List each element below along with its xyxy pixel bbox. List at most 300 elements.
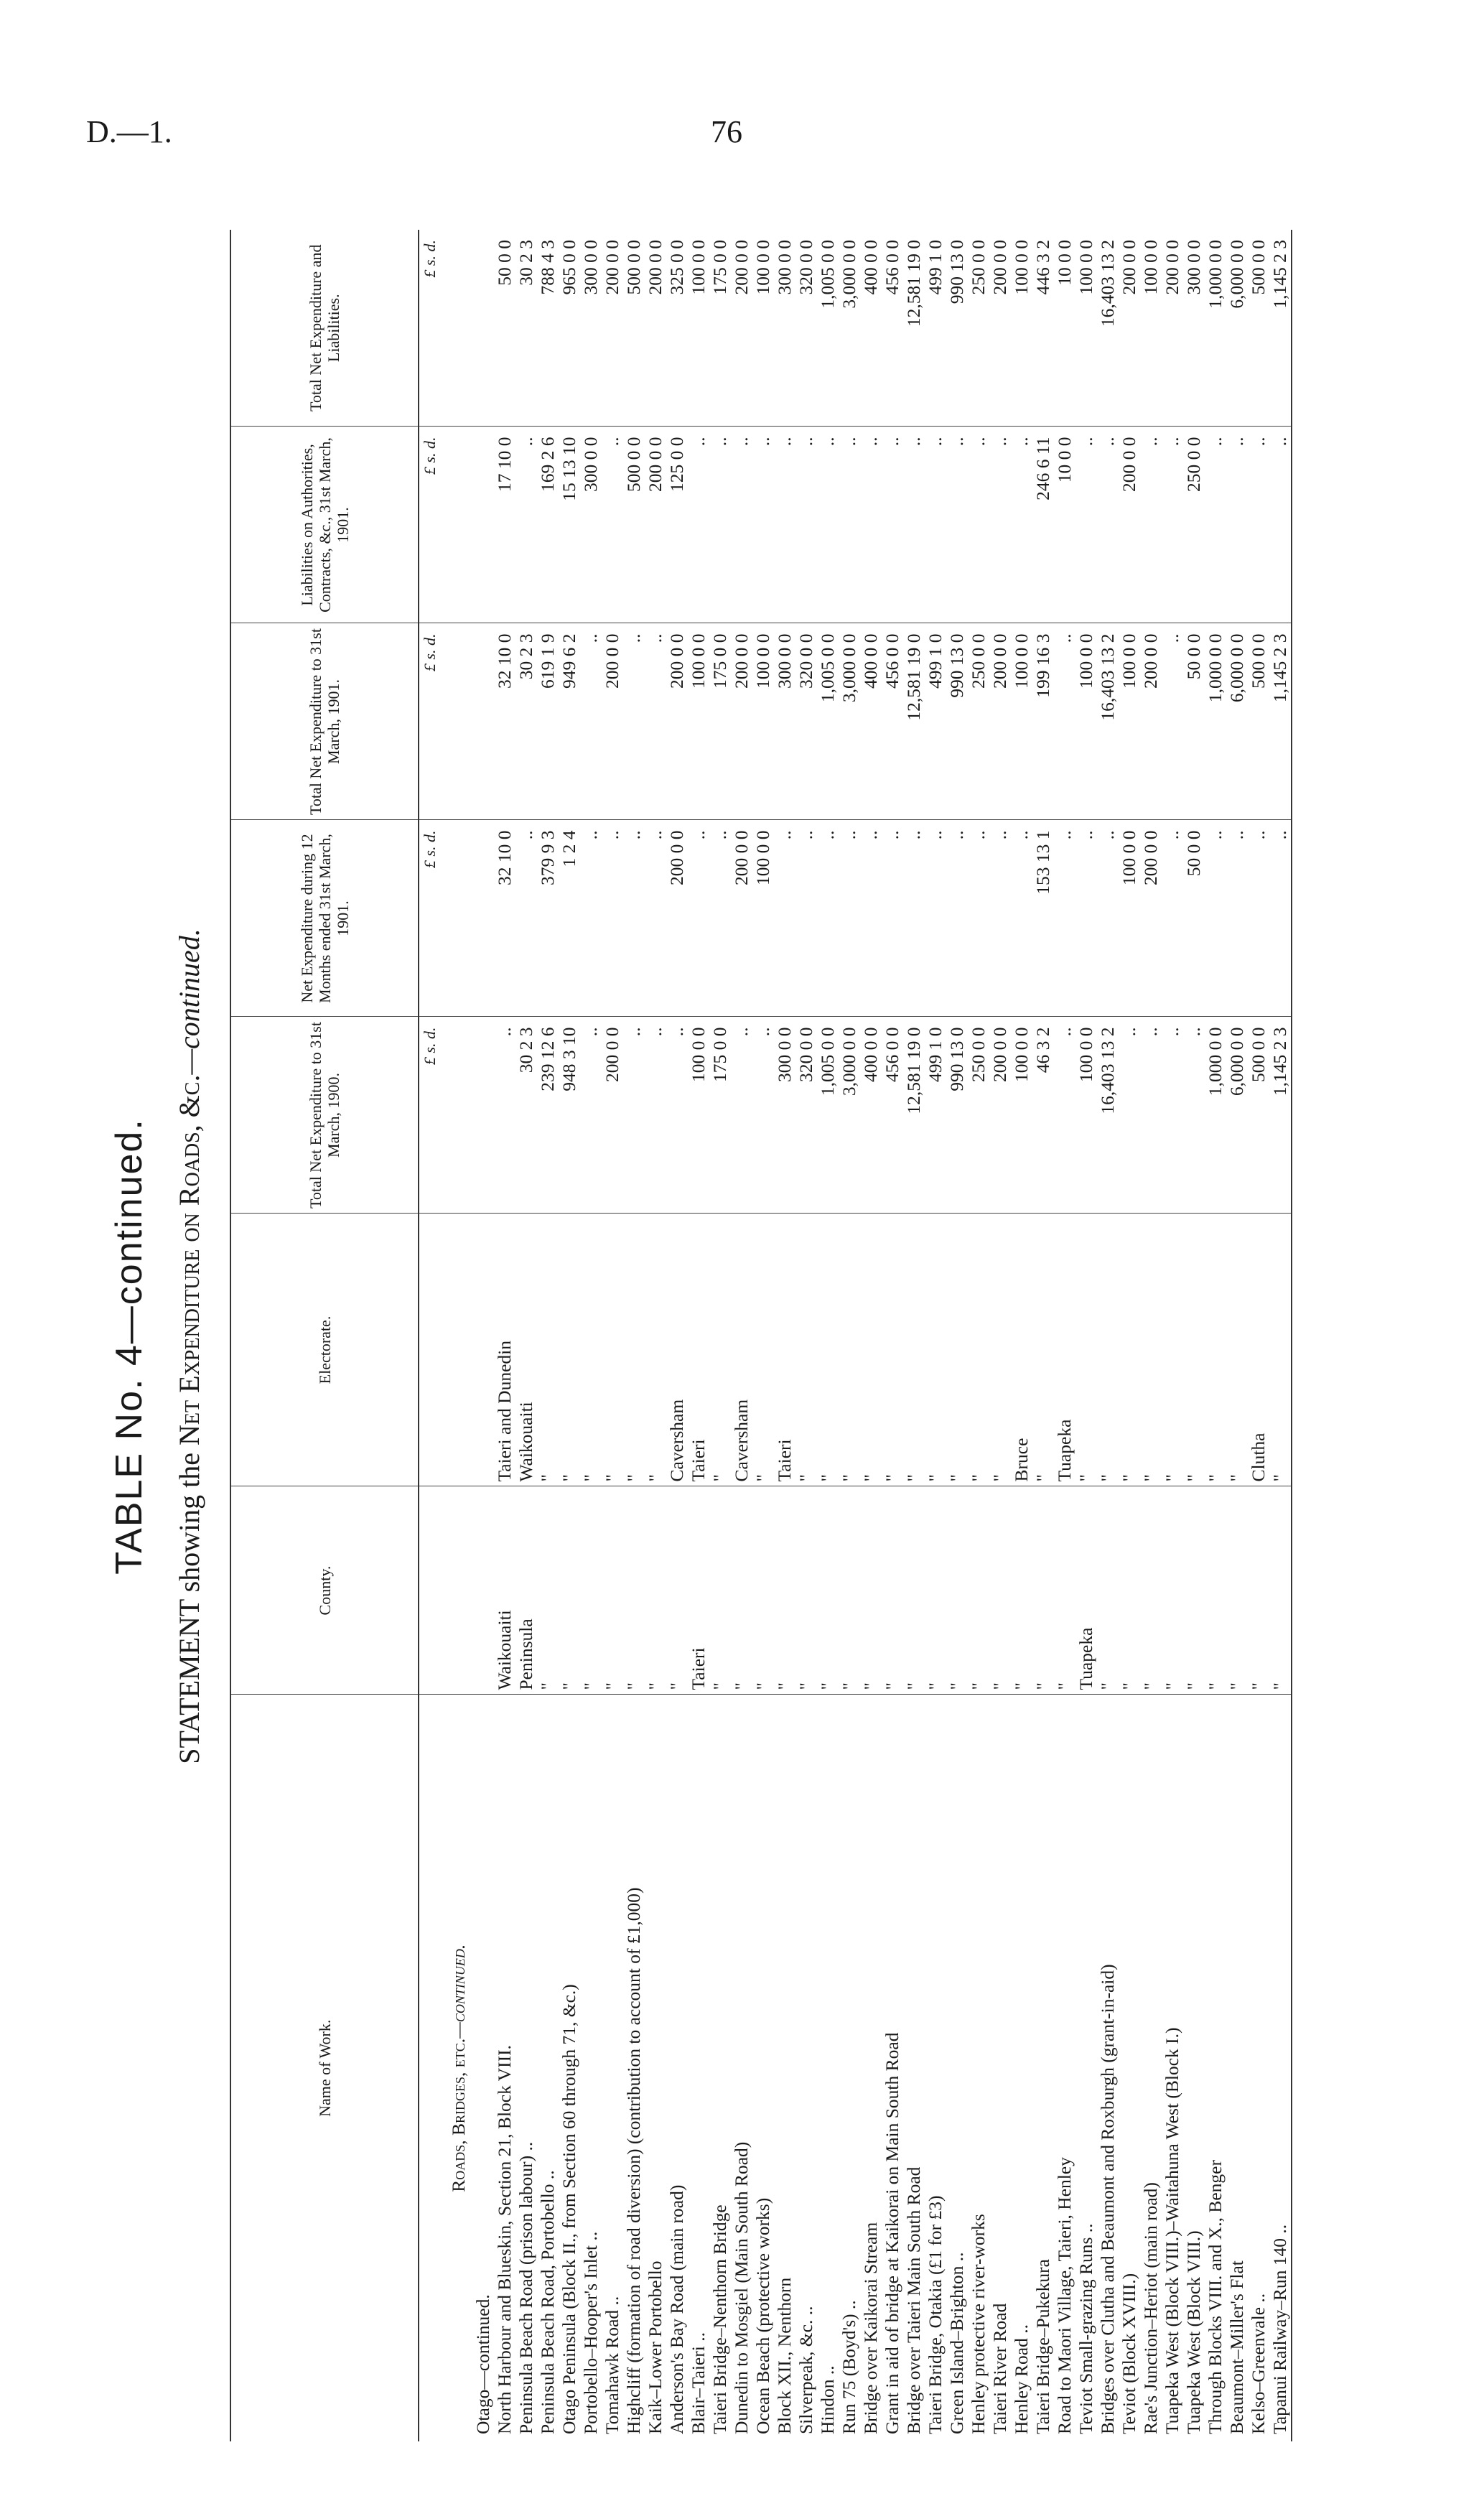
work-name-cell: Tapanui Railway–Run 140 ..: [1269, 1695, 1292, 2441]
work-name-cell: Peninsula Beach Road (prison labour) ..: [515, 2141, 536, 2434]
table-row: [817, 230, 839, 2441]
county-cell: ": [1054, 1486, 1075, 1695]
total-1901-cell: 3,000 0 0: [839, 623, 860, 820]
table-row: [623, 230, 645, 2441]
col-header-county: County.: [230, 1486, 419, 1695]
electorate-cell: ": [817, 1214, 839, 1486]
total-1900-cell: 500 0 0: [1248, 1017, 1269, 1214]
total-1901-cell: 456 0 0: [882, 623, 903, 820]
net-1901-cell: 50 0 0: [1183, 820, 1205, 1017]
work-name-cell: Tuapeka West (Block VIII.): [1183, 2230, 1204, 2434]
electorate-cell: ": [1226, 1214, 1248, 1486]
total-liabilities-cell: 100 0 0: [1075, 230, 1097, 427]
total-1901-cell: 500 0 0: [1248, 623, 1269, 820]
electorate-cell: ": [925, 1214, 946, 1486]
total-1900-cell: 1,145 2 3: [1269, 1017, 1292, 1214]
table-row: [515, 230, 537, 2441]
table-row: [903, 230, 925, 2441]
work-name-cell: Green Island–Brighton ..: [946, 2252, 967, 2434]
work-name-cell: Taieri Bridge, Otakia (£1 for £3): [925, 2195, 946, 2434]
electorate-cell: ": [645, 1214, 666, 1486]
total-1900-cell: 200 0 0: [989, 1017, 1011, 1214]
net-1901-cell: ..: [774, 820, 795, 1017]
total-1901-cell: 1,145 2 3: [1269, 623, 1292, 820]
table-row: [1032, 230, 1054, 2441]
total-1900-cell: ..: [1183, 1017, 1205, 1214]
liabilities-cell: ..: [515, 427, 537, 623]
liabilities-cell: ..: [1269, 427, 1292, 623]
net-1901-cell: ..: [515, 820, 537, 1017]
total-liabilities-cell: 990 13 0: [946, 230, 968, 427]
electorate-cell: Tuapeka: [1054, 1214, 1075, 1486]
section-title: [448, 1695, 472, 2441]
total-liabilities-cell: 200 0 0: [645, 230, 666, 427]
total-1900-cell: 400 0 0: [860, 1017, 882, 1214]
total-liabilities-cell: 200 0 0: [602, 230, 623, 427]
work-name-cell: Rae's Junction–Heriot (main road): [1140, 2182, 1161, 2434]
electorate-cell: ": [537, 1214, 559, 1486]
electorate-cell: ": [903, 1214, 925, 1486]
total-liabilities-cell: 200 0 0: [989, 230, 1011, 427]
work-name-cell: Block XII., Nenthorn: [774, 2277, 795, 2434]
net-1901-cell: ..: [925, 820, 946, 1017]
total-liabilities-cell: 50 0 0: [494, 230, 515, 427]
county-cell: ": [709, 1486, 731, 1695]
table-row: [602, 230, 623, 2441]
electorate-cell: ": [623, 1214, 645, 1486]
total-1901-cell: 300 0 0: [774, 623, 795, 820]
unit-label: £ s. d.: [419, 1017, 448, 1214]
total-1901-cell: ..: [1162, 623, 1183, 820]
table-row: [839, 230, 860, 2441]
net-1901-cell: 1 2 4: [559, 820, 580, 1017]
electorate-cell: [472, 1214, 494, 1486]
total-1901-cell: 50 0 0: [1183, 623, 1205, 820]
work-name-cell: Bridges over Clutha and Beaumont and Roxburgh (grant-in-aid): [1097, 1964, 1118, 2434]
electorate-cell: Taieri and Dunedin: [494, 1214, 515, 1486]
table-row: [580, 230, 602, 2441]
electorate-cell: ": [1075, 1214, 1097, 1486]
table-row: [666, 230, 688, 2441]
net-1901-cell: ..: [1248, 820, 1269, 1017]
total-1901-cell: 1,005 0 0: [817, 623, 839, 820]
work-name-cell: Teviot (Block XVIII.): [1119, 2273, 1139, 2434]
table-row: [968, 230, 989, 2441]
total-1901-cell: 499 1 0: [925, 623, 946, 820]
electorate-cell: ": [1097, 1214, 1119, 1486]
county-cell: ": [623, 1486, 645, 1695]
unit-label: £ s. d.: [419, 427, 448, 623]
liabilities-cell: 500 0 0: [623, 427, 645, 623]
total-liabilities-cell: 400 0 0: [860, 230, 882, 427]
table-row: [494, 230, 515, 2441]
liabilities-cell: 125 0 0: [666, 427, 688, 623]
work-name-cell: Anderson's Bay Road (main road): [666, 2184, 687, 2434]
net-1901-cell: 200 0 0: [1140, 820, 1162, 1017]
county-cell: ": [1119, 1486, 1140, 1695]
county-cell: ": [1269, 1486, 1292, 1695]
net-1901-cell: 379 9 3: [537, 820, 559, 1017]
work-name-cell: Dunedin to Mosgiel (Main South Road): [731, 2141, 752, 2434]
electorate-cell: ": [795, 1214, 817, 1486]
liabilities-cell: ..: [968, 427, 989, 623]
net-1901-cell: ..: [645, 820, 666, 1017]
county-cell: ": [1205, 1486, 1226, 1695]
total-1901-cell: 32 10 0: [494, 623, 515, 820]
total-1900-cell: 12,581 19 0: [903, 1017, 925, 1214]
liabilities-cell: ..: [1097, 427, 1119, 623]
net-1901-cell: 100 0 0: [1119, 820, 1140, 1017]
liabilities-cell: ..: [1226, 427, 1248, 623]
electorate-cell: Caversham: [666, 1214, 688, 1486]
total-liabilities-cell: 446 3 2: [1032, 230, 1054, 427]
liabilities-cell: ..: [1011, 427, 1032, 623]
liabilities-cell: ..: [817, 427, 839, 623]
county-cell: ": [580, 1486, 602, 1695]
total-1900-cell: ..: [623, 1017, 645, 1214]
total-liabilities-cell: 175 0 0: [709, 230, 731, 427]
total-1901-cell: 175 0 0: [709, 623, 731, 820]
units-row: [419, 230, 448, 2441]
county-cell: Tuapeka: [1075, 1486, 1097, 1695]
col-header-total-1901: Total Net Expenditure to 31st March, 1901.: [230, 623, 419, 820]
county-cell: ": [559, 1486, 580, 1695]
net-1901-cell: ..: [688, 820, 709, 1017]
county-cell: ": [1183, 1486, 1205, 1695]
liabilities-cell: ..: [709, 427, 731, 623]
total-1900-cell: 320 0 0: [795, 1017, 817, 1214]
total-1900-cell: [472, 1017, 494, 1214]
total-liabilities-cell: [472, 230, 494, 427]
total-1901-cell: 16,403 13 2: [1097, 623, 1119, 820]
table-row: [1140, 230, 1162, 2441]
total-liabilities-cell: 1,145 2 3: [1269, 230, 1292, 427]
electorate-cell: Caversham: [731, 1214, 752, 1486]
liabilities-cell: 10 0 0: [1054, 427, 1075, 623]
page-number: 76: [711, 114, 742, 149]
county-cell: ": [946, 1486, 968, 1695]
total-liabilities-cell: 12,581 19 0: [903, 230, 925, 427]
county-cell: ": [602, 1486, 623, 1695]
electorate-cell: Clutha: [1248, 1214, 1269, 1486]
liabilities-cell: ..: [731, 427, 752, 623]
liabilities-cell: ..: [989, 427, 1011, 623]
work-name-cell: Through Blocks VIII. and X., Benger: [1205, 2160, 1226, 2434]
electorate-cell: ": [1183, 1214, 1205, 1486]
work-name-cell: Silverpeak, &c. ..: [795, 2306, 816, 2434]
electorate-cell: ": [1119, 1214, 1140, 1486]
county-cell: ": [882, 1486, 903, 1695]
total-liabilities-cell: 788 4 3: [537, 230, 559, 427]
col-header-name: Name of Work.: [230, 1695, 419, 2441]
county-cell: ": [968, 1486, 989, 1695]
total-1901-cell: 30 2 3: [515, 623, 537, 820]
section-row: [448, 230, 472, 2441]
document-code: D.—1.: [86, 114, 172, 149]
total-1900-cell: ..: [1119, 1017, 1140, 1214]
work-name-cell: Taieri Bridge–Pukekura: [1032, 2259, 1053, 2434]
total-1900-cell: 46 3 2: [1032, 1017, 1054, 1214]
county-cell: ": [666, 1486, 688, 1695]
net-1901-cell: ..: [709, 820, 731, 1017]
work-name-cell: Beaumont–Miller's Flat: [1226, 2260, 1247, 2434]
total-liabilities-cell: 300 0 0: [580, 230, 602, 427]
net-1901-cell: ..: [839, 820, 860, 1017]
net-1901-cell: 200 0 0: [731, 820, 752, 1017]
liabilities-cell: 169 2 6: [537, 427, 559, 623]
net-1901-cell: ..: [968, 820, 989, 1017]
table-row: [1248, 230, 1269, 2441]
total-liabilities-cell: 200 0 0: [731, 230, 752, 427]
electorate-cell: ": [882, 1214, 903, 1486]
total-1901-cell: 100 0 0: [752, 623, 774, 820]
electorate-cell: ": [1140, 1214, 1162, 1486]
table-row: [1226, 230, 1248, 2441]
total-1900-cell: ..: [1162, 1017, 1183, 1214]
total-1900-cell: 250 0 0: [968, 1017, 989, 1214]
liabilities-cell: ..: [752, 427, 774, 623]
county-cell: ": [645, 1486, 666, 1695]
subtitle-continued: —continued.: [173, 928, 205, 1075]
electorate-cell: ": [709, 1214, 731, 1486]
total-liabilities-cell: 300 0 0: [774, 230, 795, 427]
work-name-cell: Blair–Taieri ..: [688, 2332, 709, 2434]
unit-label: £ s. d.: [419, 820, 448, 1017]
work-name-cell: Otago Peninsula (Block II., from Section 60 through 71, &c.): [559, 1984, 579, 2434]
electorate-cell: ": [580, 1214, 602, 1486]
total-1900-cell: 100 0 0: [688, 1017, 709, 1214]
total-liabilities-cell: 500 0 0: [623, 230, 645, 427]
electorate-cell: ": [559, 1214, 580, 1486]
work-name-cell: Road to Maori Village, Taieri, Henley: [1054, 2157, 1075, 2434]
net-1901-cell: ..: [1162, 820, 1183, 1017]
total-1901-cell: 250 0 0: [968, 623, 989, 820]
net-1901-cell: ..: [882, 820, 903, 1017]
total-1901-cell: 200 0 0: [731, 623, 752, 820]
total-1900-cell: 456 0 0: [882, 1017, 903, 1214]
liabilities-cell: 300 0 0: [580, 427, 602, 623]
total-1900-cell: 100 0 0: [1075, 1017, 1097, 1214]
total-1900-cell: ..: [1054, 1017, 1075, 1214]
total-liabilities-cell: 30 2 3: [515, 230, 537, 427]
total-1901-cell: 12,581 19 0: [903, 623, 925, 820]
table-row: [1205, 230, 1226, 2441]
table-row: [559, 230, 580, 2441]
electorate-cell: ": [752, 1214, 774, 1486]
county-cell: ": [817, 1486, 839, 1695]
county-cell: ": [860, 1486, 882, 1695]
total-liabilities-cell: 200 0 0: [1119, 230, 1140, 427]
total-1901-cell: [472, 623, 494, 820]
county-cell: ": [1011, 1486, 1032, 1695]
col-header-net-1901: Net Expenditure during 12 Months ended 31st March, 1901.: [230, 820, 419, 1017]
county-cell: ": [989, 1486, 1011, 1695]
table-row: [946, 230, 968, 2441]
net-1901-cell: ..: [989, 820, 1011, 1017]
work-name-cell: Grant in aid of bridge at Kaikorai on Main South Road: [882, 2032, 902, 2434]
rotated-table-page: [86, 208, 1350, 2484]
table-row: [645, 230, 666, 2441]
table-row: [709, 230, 731, 2441]
liabilities-cell: 200 0 0: [645, 427, 666, 623]
work-name-cell: Taieri Bridge–Nenthorn Bridge: [709, 2204, 730, 2434]
county-cell: ": [903, 1486, 925, 1695]
net-1901-cell: ..: [1226, 820, 1248, 1017]
work-name-cell: Ocean Beach (protective works): [752, 2197, 773, 2434]
total-1900-cell: ..: [1140, 1017, 1162, 1214]
net-1901-cell: ..: [623, 820, 645, 1017]
total-1901-cell: 200 0 0: [602, 623, 623, 820]
liabilities-cell: ..: [795, 427, 817, 623]
work-name-cell: Portobello–Hooper's Inlet ..: [580, 2231, 601, 2434]
table-row: [860, 230, 882, 2441]
liabilities-cell: ..: [860, 427, 882, 623]
total-1900-cell: 200 0 0: [602, 1017, 623, 1214]
total-1900-cell: 948 3 10: [559, 1017, 580, 1214]
total-1901-cell: 200 0 0: [989, 623, 1011, 820]
total-liabilities-cell: 6,000 0 0: [1226, 230, 1248, 427]
total-1901-cell: 619 1 9: [537, 623, 559, 820]
total-liabilities-cell: 100 0 0: [752, 230, 774, 427]
total-liabilities-cell: 499 1 0: [925, 230, 946, 427]
net-1901-cell: [472, 820, 494, 1017]
total-1900-cell: ..: [580, 1017, 602, 1214]
electorate-cell: ": [839, 1214, 860, 1486]
total-1900-cell: 1,005 0 0: [817, 1017, 839, 1214]
total-1900-cell: 16,403 13 2: [1097, 1017, 1119, 1214]
total-1901-cell: ..: [1054, 623, 1075, 820]
county-cell: ": [752, 1486, 774, 1695]
table-row: [472, 230, 494, 2441]
total-1900-cell: 239 12 6: [537, 1017, 559, 1214]
total-1901-cell: 6,000 0 0: [1226, 623, 1248, 820]
liabilities-cell: ..: [903, 427, 925, 623]
liabilities-cell: ..: [688, 427, 709, 623]
net-1901-cell: ..: [903, 820, 925, 1017]
total-liabilities-cell: 456 0 0: [882, 230, 903, 427]
table-row: [1097, 230, 1119, 2441]
net-1901-cell: ..: [860, 820, 882, 1017]
total-1901-cell: ..: [623, 623, 645, 820]
section-title-continued: —continued.: [448, 1944, 469, 2039]
electorate-cell: ": [968, 1214, 989, 1486]
county-cell: ": [1162, 1486, 1183, 1695]
work-name-cell: Bridge over Kaikorai Stream: [860, 2222, 881, 2434]
work-name-cell: Highcliff (formation of road diversion) (contribution to account of £1,000): [623, 1887, 644, 2434]
net-1901-cell: ..: [817, 820, 839, 1017]
total-1900-cell: 6,000 0 0: [1226, 1017, 1248, 1214]
total-1901-cell: 200 0 0: [1140, 623, 1162, 820]
net-1901-cell: 153 13 1: [1032, 820, 1054, 1017]
work-name-cell: Kaik–Lower Portobello: [645, 2260, 666, 2434]
total-1901-cell: 100 0 0: [1119, 623, 1140, 820]
work-name-cell: Tuapeka West (Block VIII.)–Waitahuna West (Block I.): [1162, 2027, 1182, 2434]
liabilities-cell: ..: [946, 427, 968, 623]
net-1901-cell: ..: [1011, 820, 1032, 1017]
electorate-cell: ": [860, 1214, 882, 1486]
col-header-electorate: Electorate.: [230, 1214, 419, 1486]
col-header-total-1900: Total Net Expenditure to 31st March, 1900.: [230, 1017, 419, 1214]
net-1901-cell: ..: [1205, 820, 1226, 1017]
work-name-cell: Peninsula Beach Road, Portobello ..: [537, 2170, 558, 2434]
county-cell: ": [774, 1486, 795, 1695]
county-cell: ": [795, 1486, 817, 1695]
work-name-cell: Kelso–Greenvale ..: [1248, 2293, 1269, 2434]
table-row: [1075, 230, 1097, 2441]
table-row: [925, 230, 946, 2441]
work-name-cell: North Harbour and Blueskin, Section 21, Block VIII.: [494, 2044, 515, 2434]
total-1901-cell: ..: [645, 623, 666, 820]
total-1901-cell: 1,000 0 0: [1205, 623, 1226, 820]
electorate-cell: Waikouaiti: [515, 1214, 537, 1486]
liabilities-cell: 17 10 0: [494, 427, 515, 623]
total-liabilities-cell: 325 0 0: [666, 230, 688, 427]
total-1901-cell: 400 0 0: [860, 623, 882, 820]
work-name-cell: Bridge over Taieri Main South Road: [903, 2166, 924, 2434]
total-liabilities-cell: 965 0 0: [559, 230, 580, 427]
total-liabilities-cell: 300 0 0: [1183, 230, 1205, 427]
table-row: [1269, 230, 1292, 2441]
county-cell: ": [1226, 1486, 1248, 1695]
unit-label: £ s. d.: [419, 623, 448, 820]
liabilities-cell: ..: [1162, 427, 1183, 623]
net-1901-cell: ..: [946, 820, 968, 1017]
liabilities-cell: ..: [1205, 427, 1226, 623]
net-1901-cell: ..: [795, 820, 817, 1017]
table-row: [1183, 230, 1205, 2441]
county-cell: ": [1248, 1486, 1269, 1695]
county-cell: Peninsula: [515, 1486, 537, 1695]
electorate-cell: Taieri: [774, 1214, 795, 1486]
total-1901-cell: 199 16 3: [1032, 623, 1054, 820]
total-1900-cell: 300 0 0: [774, 1017, 795, 1214]
table-title: TABLE No. 4—continued.: [108, 1118, 150, 1575]
table-row: [731, 230, 752, 2441]
county-cell: ": [731, 1486, 752, 1695]
total-1900-cell: 1,000 0 0: [1205, 1017, 1226, 1214]
work-name-cell: Run 75 (Boyd's) ..: [839, 2300, 859, 2434]
total-1900-cell: ..: [666, 1017, 688, 1214]
county-cell: ": [1140, 1486, 1162, 1695]
electorate-cell: ": [1269, 1214, 1292, 1486]
total-1900-cell: ..: [645, 1017, 666, 1214]
county-cell: [472, 1486, 494, 1695]
total-1900-cell: 30 2 3: [515, 1017, 537, 1214]
total-1900-cell: 499 1 0: [925, 1017, 946, 1214]
total-liabilities-cell: 1,000 0 0: [1205, 230, 1226, 427]
net-1901-cell: ..: [580, 820, 602, 1017]
total-1901-cell: ..: [580, 623, 602, 820]
liabilities-cell: 200 0 0: [1119, 427, 1140, 623]
col-header-total-liabilities: Total Net Expenditure and Liabilities.: [230, 230, 419, 427]
total-1900-cell: 175 0 0: [709, 1017, 731, 1214]
work-name-cell: Teviot Small-grazing Runs ..: [1075, 2223, 1096, 2434]
total-1901-cell: 949 6 2: [559, 623, 580, 820]
work-name-cell: Hindon ..: [817, 2365, 838, 2434]
table-row: [1162, 230, 1183, 2441]
electorate-cell: Taieri: [688, 1214, 709, 1486]
total-1900-cell: ..: [752, 1017, 774, 1214]
total-liabilities-cell: 200 0 0: [1162, 230, 1183, 427]
total-liabilities-cell: 100 0 0: [1011, 230, 1032, 427]
liabilities-cell: ..: [602, 427, 623, 623]
county-cell: Waikouaiti: [494, 1486, 515, 1695]
liabilities-cell: ..: [1248, 427, 1269, 623]
total-liabilities-cell: 10 0 0: [1054, 230, 1075, 427]
net-1901-cell: 100 0 0: [752, 820, 774, 1017]
table-row: [795, 230, 817, 2441]
total-1901-cell: 100 0 0: [688, 623, 709, 820]
